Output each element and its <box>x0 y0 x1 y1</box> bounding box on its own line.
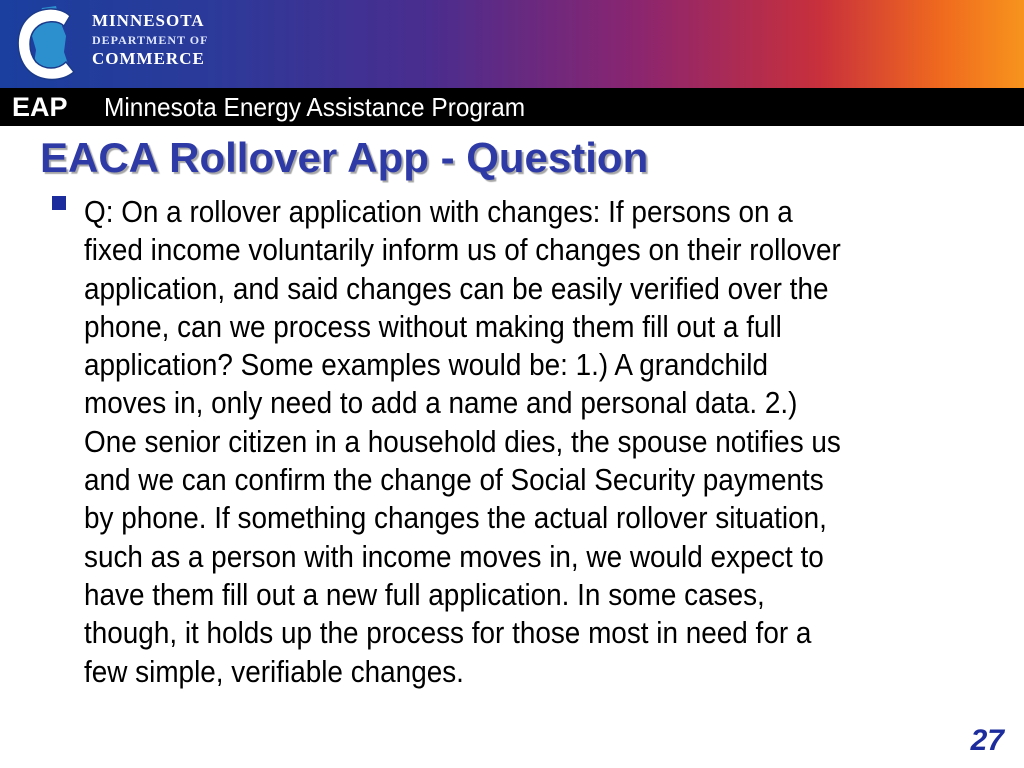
header-banner <box>0 0 1024 88</box>
program-abbreviation: EAP <box>12 92 68 122</box>
question-line: application, and said changes can be easily verified over the <box>84 270 829 306</box>
question-line: by phone. If something changes the actual rollover situation, <box>84 500 827 536</box>
page-number: 27 <box>970 724 1004 757</box>
question-line: few simple, verifiable changes. <box>84 653 464 689</box>
minnesota-state-c-logo-icon <box>8 2 90 86</box>
question-line: application? Some examples would be: 1.) A grandchild <box>84 347 768 383</box>
slide-title: EACA Rollover App - Question <box>40 134 649 181</box>
question-line: One senior citizen in a household dies, the spouse notifies us <box>84 423 841 459</box>
question-line: phone, can we process without making them fill out a full <box>84 308 782 344</box>
question-line: such as a person with income moves in, we would expect to <box>84 538 824 574</box>
agency-line-1: MINNESOTA <box>92 11 205 30</box>
question-line: moves in, only need to add a name and personal data. 2.) <box>84 385 798 421</box>
square-bullet-icon <box>52 196 66 210</box>
program-bar <box>0 88 1024 126</box>
agency-name <box>92 12 208 67</box>
question-line: Q: On a rollover application with changes: If persons on a <box>84 194 793 229</box>
question-text <box>84 193 894 691</box>
question-line: fixed income voluntarily inform us of changes on their rollover <box>84 232 841 268</box>
question-line: though, it holds up the process for those most in need for a <box>84 615 812 651</box>
agency-line-3: COMMERCE <box>92 49 205 68</box>
agency-line-2: DEPARTMENT OF <box>92 33 209 47</box>
program-name: Minnesota Energy Assistance Program <box>104 92 526 122</box>
question-line: have them fill out a new full application. In some cases, <box>84 576 765 612</box>
question-line: and we can confirm the change of Social Security payments <box>84 462 824 498</box>
